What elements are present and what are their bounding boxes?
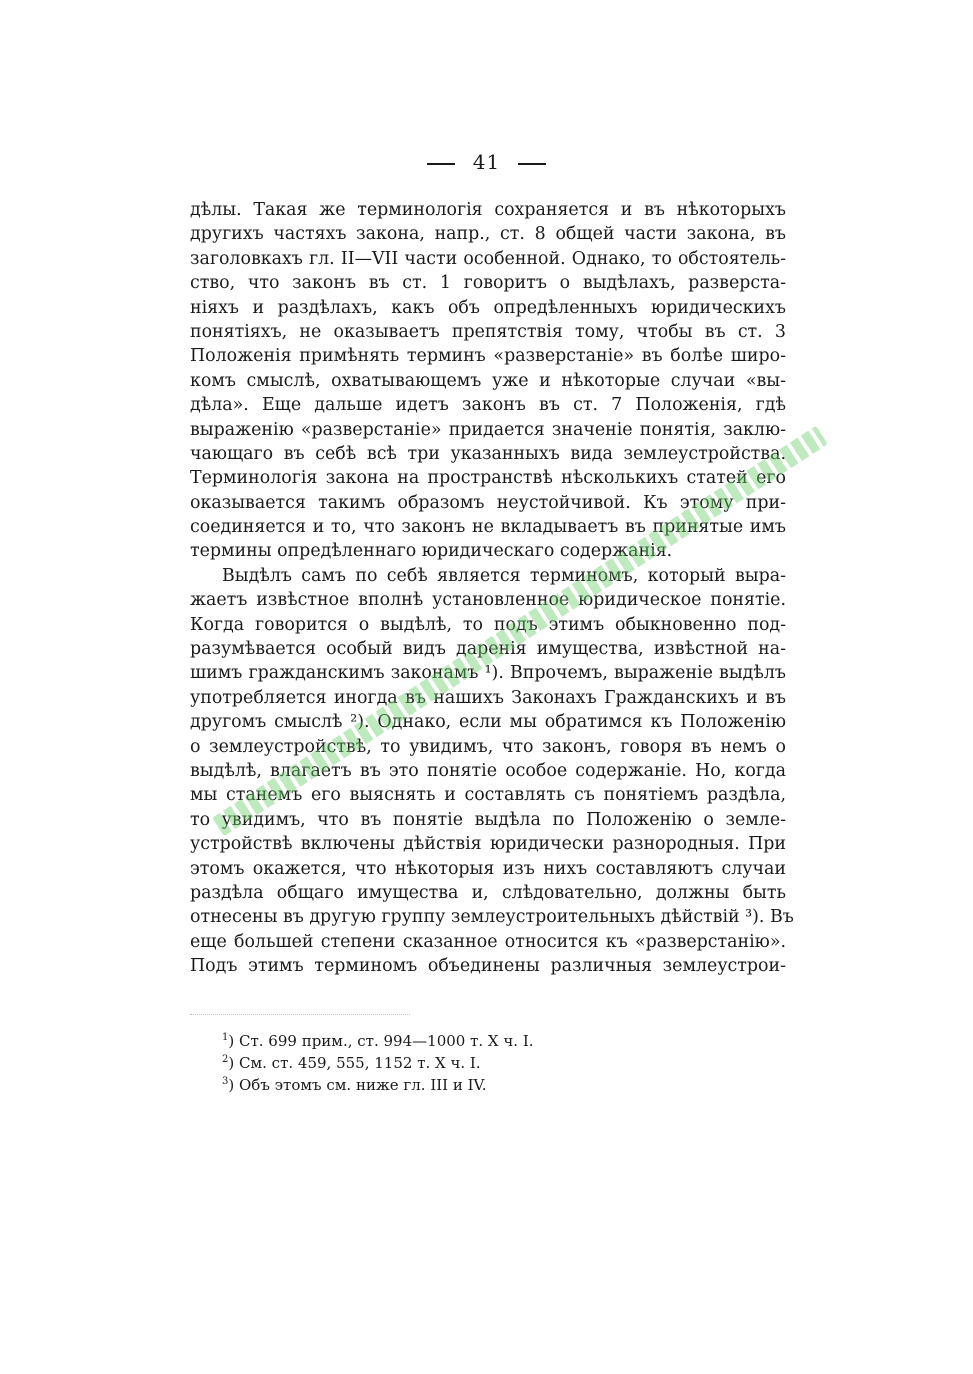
text-line: жаетъ извѣстное вполнѣ установленное юридическое понятіе.	[190, 590, 786, 611]
footnote-text: Объ этомъ см. ниже гл. III и IV.	[239, 1076, 487, 1094]
text-line: дѣла». Еще дальше идетъ законъ въ ст. 7 Положенія, гдѣ	[190, 395, 786, 416]
text-line: разумѣвается особый видъ даренія имущества, извѣстной на-	[190, 639, 786, 660]
text-line: этомъ окажется, что нѣкоторыя изъ нихъ составляютъ случаи	[190, 858, 786, 879]
text-line: Выдѣлъ самъ по себѣ является терминомъ, который выра-	[222, 565, 786, 586]
body-text	[190, 198, 794, 979]
text-line: термины опредѣленнаго юридическаго содержанія.	[190, 541, 673, 562]
text-line: раздѣла общаго имущества и, слѣдовательно, должны быть	[190, 882, 786, 903]
text-line: другихъ частяхъ закона, напр., ст. 8 общей части закона, въ	[190, 224, 786, 245]
separator-dots	[190, 1008, 410, 1015]
text-line: то увидимъ, что въ понятіе выдѣла по Положенію о земле-	[190, 809, 786, 830]
text-line: чающаго въ себѣ всѣ три указанныхъ вида землеустройства.	[190, 443, 786, 464]
footnote-item: $^3$) Объ этомъ см. ниже гл. III и IV.	[222, 1076, 487, 1094]
text-line: оказывается такимъ образомъ неустойчивой. Къ этому при-	[190, 492, 786, 513]
text-line: соединяется и то, что законъ не вкладываетъ въ принятые имъ	[190, 517, 786, 538]
footnote-mark: 1	[222, 1032, 229, 1043]
text-line: Положенія примѣнять терминъ «разверстаніе» въ болѣе широ-	[190, 346, 786, 367]
text-line: Когда говорится о выдѣлѣ, то подъ этимъ обыкновенно под-	[190, 614, 786, 635]
text-line: о землеустройствѣ, то увидимъ, что законъ, говоря въ немъ о	[190, 736, 786, 757]
text-line: мы станемъ его выяснять и составлять съ понятіемъ раздѣла,	[190, 785, 786, 806]
page-number-dash-left	[427, 163, 455, 165]
text-line: комъ смыслѣ, охватывающемъ уже и нѣкоторые случаи «вы-	[190, 370, 786, 391]
footnote-item: $^2$) См. ст. 459, 555, 1152 т. X ч. I.	[222, 1054, 481, 1072]
text-line: понятіяхъ, не оказываетъ препятствія тому, чтобы въ ст. 3	[190, 321, 786, 342]
footnote-mark: 3	[222, 1076, 229, 1087]
text-line: шимъ гражданскимъ законамъ ¹). Впрочемъ, выраженіе выдѣлъ	[190, 663, 786, 684]
footnotes	[222, 1030, 642, 1096]
footnote-text: Ст. 699 прим., ст. 994—1000 т. X ч. I.	[239, 1032, 534, 1050]
text-line: ство, что законъ въ ст. 1 говоритъ о выдѣлахъ, разверста-	[190, 273, 786, 294]
text-line: выдѣлѣ, влагаетъ въ это понятіе особое содержаніе. Но, когда	[190, 760, 786, 781]
footnote-text: См. ст. 459, 555, 1152 т. X ч. I.	[239, 1054, 481, 1072]
text-line: Подъ этимъ терминомъ объединены различныя землеустрои-	[190, 956, 786, 977]
text-line: другомъ смыслѣ ²). Однако, если мы обратимся къ Положенію	[190, 712, 786, 733]
footnote-mark: 2	[222, 1054, 229, 1065]
text-line: устройствѣ включены дѣйствія юридически разнородныя. При	[190, 834, 786, 855]
text-line: выраженію «разверстаніе» придается значеніе понятія, заклю-	[190, 419, 786, 440]
page-number-header	[0, 150, 973, 174]
text-line: отнесены въ другую группу землеустроительныхъ дѣйствій ³). Въ	[190, 907, 794, 928]
text-line: употребляется иногда въ нашихъ Законахъ Гражданскихъ и въ	[190, 687, 786, 708]
text-line: заголовкахъ гл. II—VII части особенной. Однако, то обстоятель-	[190, 248, 786, 269]
page-number-dash-right	[518, 163, 546, 165]
footnote-item: $^1$) Ст. 699 прим., ст. 994—1000 т. X ч. I.	[222, 1032, 534, 1050]
text-line: ніяхъ и раздѣлахъ, какъ объ опредѣленныхъ юридическихъ	[190, 297, 786, 318]
text-line: дѣлы. Такая же терминологія сохраняется и въ нѣкоторыхъ	[190, 200, 786, 220]
page-number: 41	[472, 150, 501, 174]
text-line: еще большей степени сказанное относится къ «разверстанію».	[190, 931, 786, 952]
text-line: Терминологія закона на пространствѣ нѣсколькихъ статей его	[190, 468, 786, 489]
